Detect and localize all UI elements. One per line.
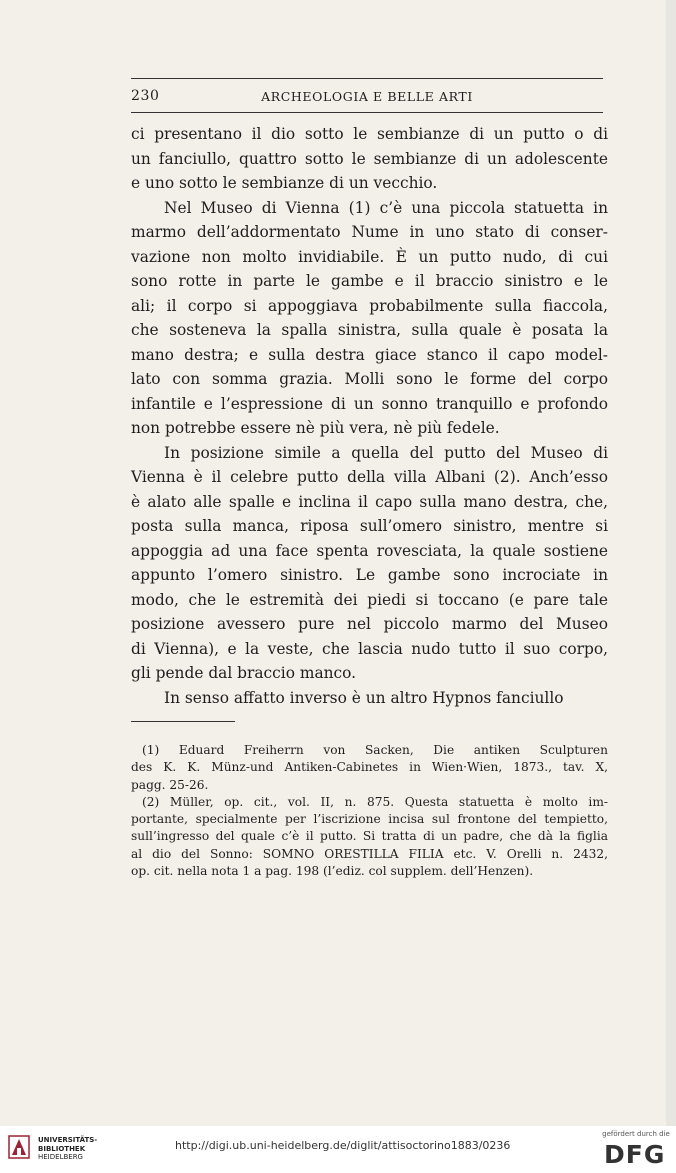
dfg-logo: DFG (604, 1140, 666, 1169)
text-line: posizione avessero pure nel piccolo marmo del Museo (131, 615, 608, 633)
page-edge (666, 0, 676, 1126)
text-line: un fanciullo, quattro sotto le sembianze di un adolescente (131, 149, 608, 168)
text-line: Vienna è il celebre putto della villa Albani (2). Anch’esso (131, 468, 608, 486)
text-line: di Vienna), e la veste, che lascia nudo tutto il suo corpo, (131, 639, 608, 658)
text-line: sono rotte in parte le gambe e il braccio sinistro e le (131, 272, 608, 290)
footnote-line: portante, specialmente per l’iscrizione incisa sul frontone del tempietto, (131, 812, 608, 827)
library-name (38, 1136, 148, 1162)
text-line: e uno sotto le sembianze di un vecchio. (131, 174, 438, 192)
footnote-line: (2) Müller, op. cit., vol. II, n. 875. Questa statuetta è molto im- (142, 794, 608, 809)
text-line: vazione non molto invidiabile. È un putto nudo, di cui (131, 247, 608, 266)
footnote-line: des K. K. Münz-und Antiken-Cabinetes in Wien·Wien, 1873., tav. X, (131, 760, 608, 775)
text-line: posta sulla manca, riposa sull’omero sinistro, mentre si (131, 517, 608, 535)
funded-by-label: gefördert durch die (602, 1130, 670, 1138)
text-line: mano destra; e sulla destra giace stanco il capo model- (131, 345, 608, 364)
top-rule (131, 78, 603, 79)
text-line: che sosteneva la spalla sinistra, sulla quale è posata la (131, 321, 608, 339)
footnote-line: sull’ingresso del quale c’è il putto. Si tratta di un padre, che dà la figlia (131, 829, 608, 844)
body-text (131, 122, 608, 710)
footnote-line: al dio del Sonno: SOMNO ORESTILLA FILIA etc. V. Orelli n. 2432, (131, 846, 608, 861)
text-line: Nel Museo di Vienna (1) c’è una piccola statuetta in (164, 198, 608, 217)
running-head (131, 88, 603, 108)
text-line: marmo dell’addormentato Nume in uno stato di conser- (131, 223, 608, 241)
footnote-line: (1) Eduard Freiherrn von Sacken, Die antiken Sculpturen (142, 743, 608, 757)
running-title: ARCHEOLOGIA E BELLE ARTI (261, 89, 473, 104)
page-number: 230 (131, 88, 160, 104)
text-line: lato con somma grazia. Molli sono le forme del corpo (131, 370, 608, 388)
text-line: In posizione simile a quella del putto del Museo di (164, 443, 608, 462)
permalink-url[interactable]: http://digi.ub.uni-heidelberg.de/diglit/attisoctorino1883/0236 (175, 1139, 511, 1152)
library-name-line: BIBLIOTHEK (38, 1144, 86, 1153)
university-library-logo-icon (8, 1134, 30, 1160)
footnote-line: pagg. 25-26. (131, 777, 209, 792)
footnote-line: op. cit. nella nota 1 a pag. 198 (l’ediz. col supplem. dell’Henzen). (131, 864, 534, 879)
footnote-rule (131, 721, 235, 722)
text-line: appoggia ad una face spenta rovesciata, la quale sostiene (131, 541, 608, 560)
text-line: ali; il corpo si appoggiava probabilmente sulla fiaccola, (131, 296, 608, 315)
text-line: è alato alle spalle e inclina il capo sulla mano destra, che, (131, 492, 608, 511)
text-line: gli pende dal braccio manco. (131, 664, 357, 682)
library-name-line: HEIDELBERG (38, 1153, 83, 1161)
text-line: modo, che le estremità dei piedi si toccano (e pare tale (131, 590, 608, 609)
text-line: appunto l’omero sinistro. Le gambe sono incrociate in (131, 566, 608, 584)
header-rule (131, 112, 603, 113)
text-line: infantile e l’espressione di un sonno tranquillo e profondo (131, 394, 608, 413)
text-line: ci presentano il dio sotto le sembianze di un putto o di (131, 125, 608, 143)
footnotes (131, 742, 608, 880)
text-line: non potrebbe essere nè più vera, nè più fedele. (131, 419, 500, 437)
text-line: In senso affatto inverso è un altro Hypnos fanciullo (164, 688, 564, 707)
library-name-line: UNIVERSITÄTS- (38, 1136, 98, 1144)
